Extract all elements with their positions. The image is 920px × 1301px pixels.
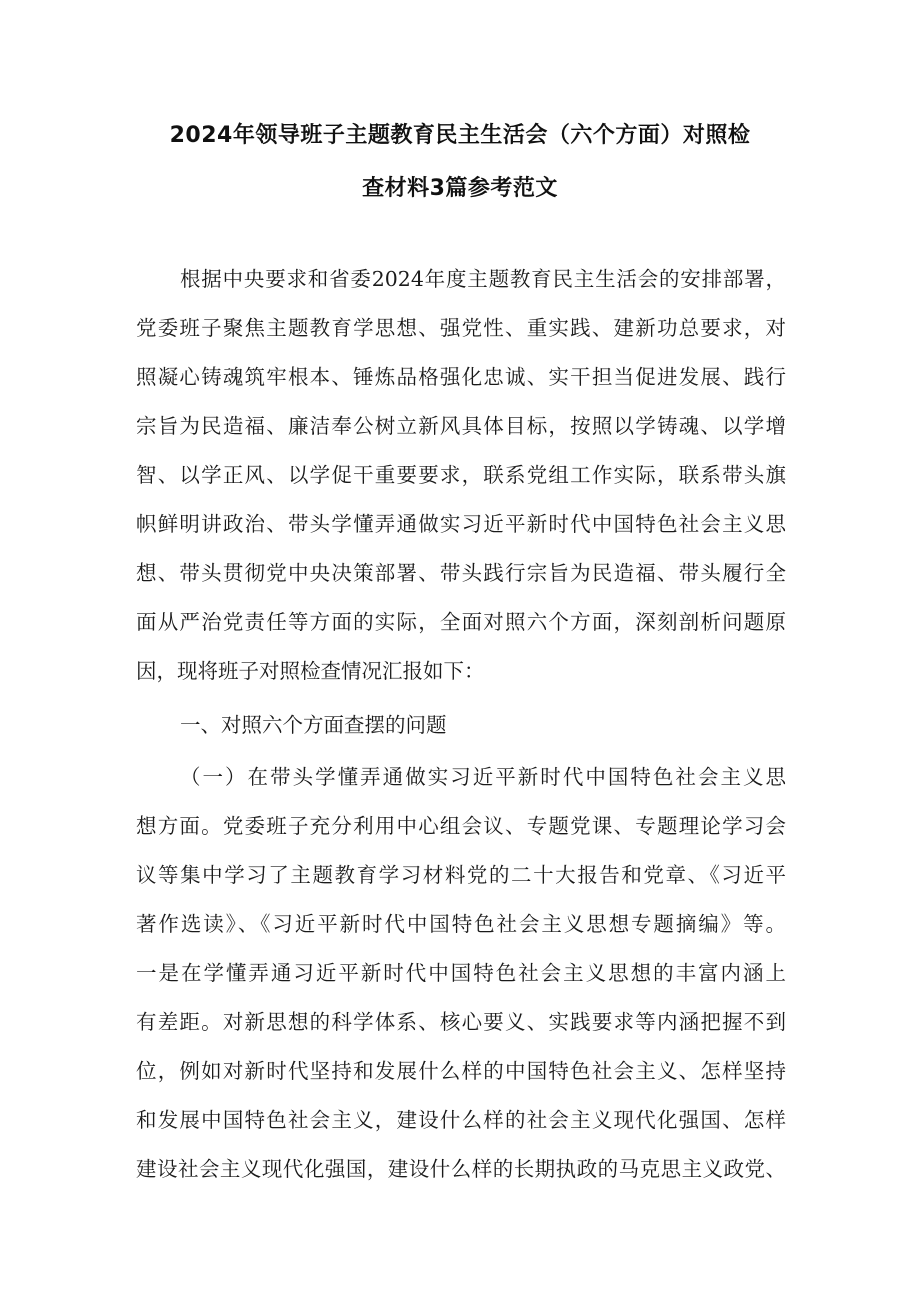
sub-line: 有差距。对新思想的科学体系、核心要义、实践要求等内涵把握不到 (136, 1010, 786, 1034)
sub-line: 著作选读》、《习近平新时代中国特色社会主义思想专题摘编》等。 (136, 912, 786, 936)
section-heading: 一、对照六个方面查摆的问题 (180, 713, 447, 737)
sub-line: 位，例如对新时代坚持和发展什么样的中国特色社会主义、怎样坚持 (136, 1059, 786, 1083)
intro-line: 帜鲜明讲政治、带头学懂弄通做实习近平新时代中国特色社会主义思 (136, 512, 786, 536)
intro-line: 宗旨为民造福、廉洁奉公树立新风具体目标，按照以学铸魂、以学增 (136, 414, 786, 438)
document-title-line-1: 2024年领导班子主题教育民主生活会（六个方面）对照检 (169, 123, 751, 148)
intro-line: 智、以学正风、以学促干重要要求，联系党组工作实际，联系带头旗 (136, 463, 786, 487)
sub-line: （一）在带头学懂弄通做实习近平新时代中国特色社会主义思 (180, 765, 786, 789)
document-title-line-2: 查材料3篇参考范文 (362, 176, 558, 201)
intro-line: 根据中央要求和省委2024年度主题教育民主生活会的安排部署， (180, 267, 786, 291)
intro-line: 面从严治党责任等方面的实际，全面对照六个方面，深刻剖析问题原 (136, 610, 786, 634)
intro-line: 党委班子聚焦主题教育学思想、强党性、重实践、建新功总要求，对 (136, 316, 786, 340)
sub-line: 一是在学懂弄通习近平新时代中国特色社会主义思想的丰富内涵上 (136, 961, 786, 985)
sub-line: 建设社会主义现代化强国，建设什么样的长期执政的马克思主义政党、 (136, 1157, 786, 1181)
sub-line: 议等集中学习了主题教育学习材料党的二十大报告和党章、《习近平 (136, 863, 786, 887)
intro-line: 因，现将班子对照检查情况汇报如下： (136, 659, 485, 683)
intro-line: 想、带头贯彻党中央决策部署、带头践行宗旨为民造福、带头履行全 (136, 561, 786, 585)
intro-line: 照凝心铸魂筑牢根本、锤炼品格强化忠诚、实干担当促进发展、践行 (136, 365, 786, 389)
sub-line: 和发展中国特色社会主义，建设什么样的社会主义现代化强国、怎样 (136, 1108, 786, 1132)
sub-line: 想方面。党委班子充分利用中心组会议、专题党课、专题理论学习会 (136, 814, 786, 838)
